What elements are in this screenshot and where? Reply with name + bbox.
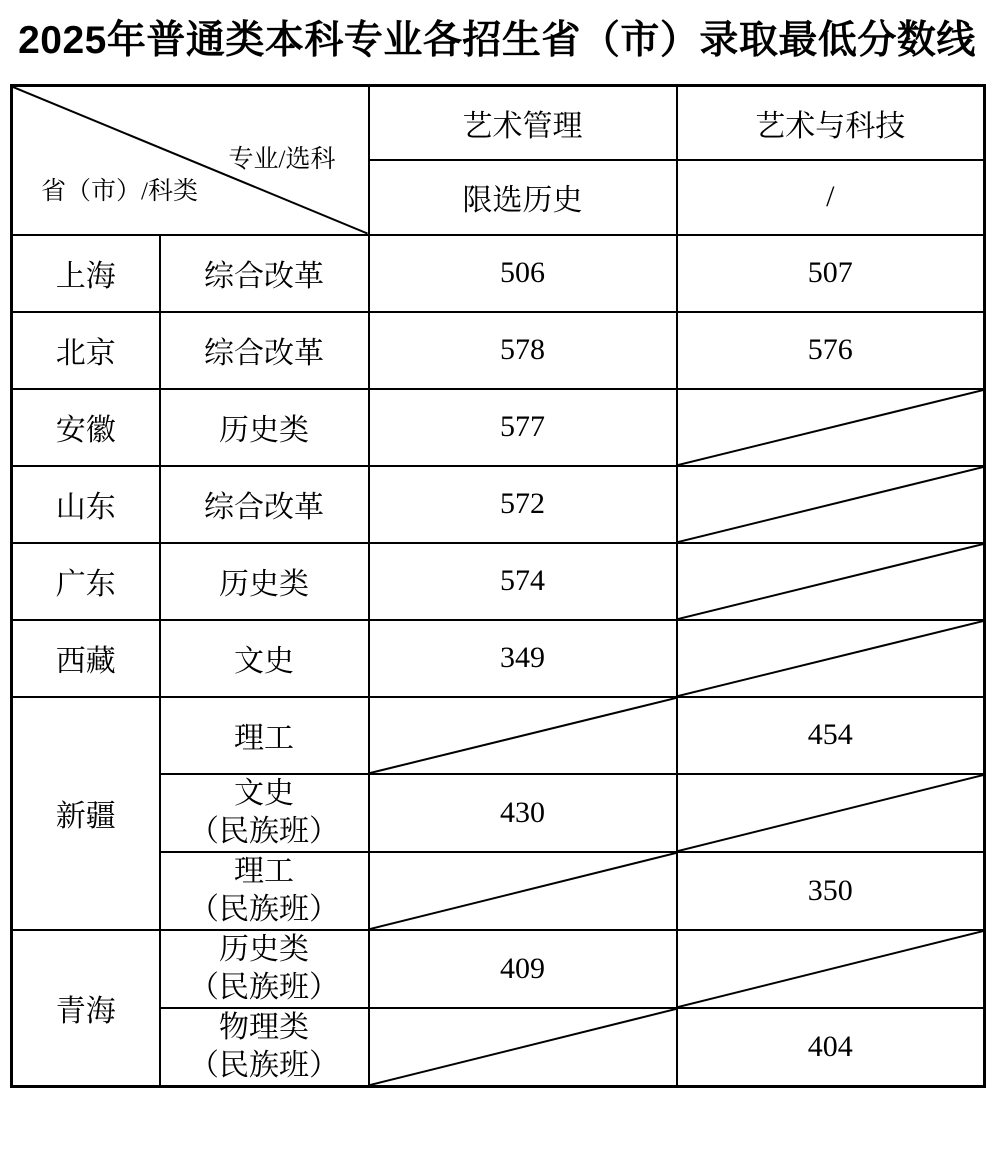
col-header-art-management: 艺术管理 xyxy=(369,86,677,160)
category-label: 文史 xyxy=(234,776,294,810)
na-diagonal-cell xyxy=(369,852,677,930)
na-diagonal-cell xyxy=(677,620,985,697)
province-cell: 上海 xyxy=(12,235,160,312)
province-cell: 北京 xyxy=(12,312,160,389)
table-row-beijing xyxy=(12,312,985,389)
na-diagonal-cell xyxy=(369,1008,677,1087)
province-cell: 广东 xyxy=(12,543,160,620)
score-cell: 430 xyxy=(369,774,677,852)
score-cell: 577 xyxy=(369,389,677,466)
category-label: 历史类 xyxy=(219,932,309,966)
col-subheader-art-technology: / xyxy=(677,160,985,235)
table-row-shanghai xyxy=(12,235,985,312)
na-diagonal-line xyxy=(678,775,984,851)
score-cell: 574 xyxy=(369,543,677,620)
category-cell xyxy=(160,930,369,1008)
category-cell: 历史类 xyxy=(160,543,369,620)
score-cell: 350 xyxy=(677,852,985,930)
province-cell: 西藏 xyxy=(12,620,160,697)
category-cell: 文史 xyxy=(160,620,369,697)
table-row-anhui xyxy=(12,389,985,466)
score-cell: 576 xyxy=(677,312,985,389)
category-note: （民族班） xyxy=(189,814,339,848)
scores-table xyxy=(10,84,986,1088)
category-note: （民族班） xyxy=(189,970,339,1004)
category-cell: 综合改革 xyxy=(160,466,369,543)
na-diagonal-line xyxy=(678,621,984,696)
col-subheader-art-management: 限选历史 xyxy=(369,160,677,235)
na-diagonal-line xyxy=(370,1009,676,1085)
category-cell xyxy=(160,852,369,930)
score-cell: 349 xyxy=(369,620,677,697)
category-label: 物理类 xyxy=(219,1010,309,1044)
page-title: 2025年普通类本科专业各招生省（市）录取最低分数线 xyxy=(18,19,976,62)
score-cell: 572 xyxy=(369,466,677,543)
corner-label-province-axis: 省（市）/科类 xyxy=(41,178,198,205)
na-diagonal-line xyxy=(678,467,984,542)
table-row-qinghai-lishi-minzu xyxy=(12,930,985,1008)
score-cell: 506 xyxy=(369,235,677,312)
na-diagonal-cell xyxy=(369,697,677,774)
category-label: 理工 xyxy=(234,854,294,888)
table-row-shandong xyxy=(12,466,985,543)
province-cell: 安徽 xyxy=(12,389,160,466)
na-diagonal-cell xyxy=(677,389,985,466)
province-cell: 山东 xyxy=(12,466,160,543)
category-cell: 综合改革 xyxy=(160,235,369,312)
score-cell: 454 xyxy=(677,697,985,774)
na-diagonal-cell xyxy=(677,774,985,852)
na-diagonal-cell xyxy=(677,543,985,620)
category-cell xyxy=(160,1008,369,1087)
na-diagonal-line xyxy=(370,698,676,773)
na-diagonal-line xyxy=(678,390,984,465)
category-cell: 理工 xyxy=(160,697,369,774)
table-row-guangdong xyxy=(12,543,985,620)
score-cell: 404 xyxy=(677,1008,985,1087)
category-cell: 综合改革 xyxy=(160,312,369,389)
corner-cell xyxy=(12,86,369,235)
category-cell: 历史类 xyxy=(160,389,369,466)
na-diagonal-cell xyxy=(677,930,985,1008)
category-note: （民族班） xyxy=(189,1048,339,1082)
score-cell: 409 xyxy=(369,930,677,1008)
category-note: （民族班） xyxy=(189,892,339,926)
na-diagonal-cell xyxy=(677,466,985,543)
corner-label-major-axis: 专业/选科 xyxy=(228,146,336,173)
province-cell: 新疆 xyxy=(12,697,160,930)
category-cell xyxy=(160,774,369,852)
na-diagonal-line xyxy=(678,931,984,1007)
score-cell: 578 xyxy=(369,312,677,389)
score-cell: 507 xyxy=(677,235,985,312)
header-row-major xyxy=(12,86,985,160)
province-cell: 青海 xyxy=(12,930,160,1087)
na-diagonal-line xyxy=(370,853,676,929)
col-header-art-technology: 艺术与科技 xyxy=(677,86,985,160)
table-row-xinjiang-ligong xyxy=(12,697,985,774)
na-diagonal-line xyxy=(678,544,984,619)
table-row-xizang xyxy=(12,620,985,697)
